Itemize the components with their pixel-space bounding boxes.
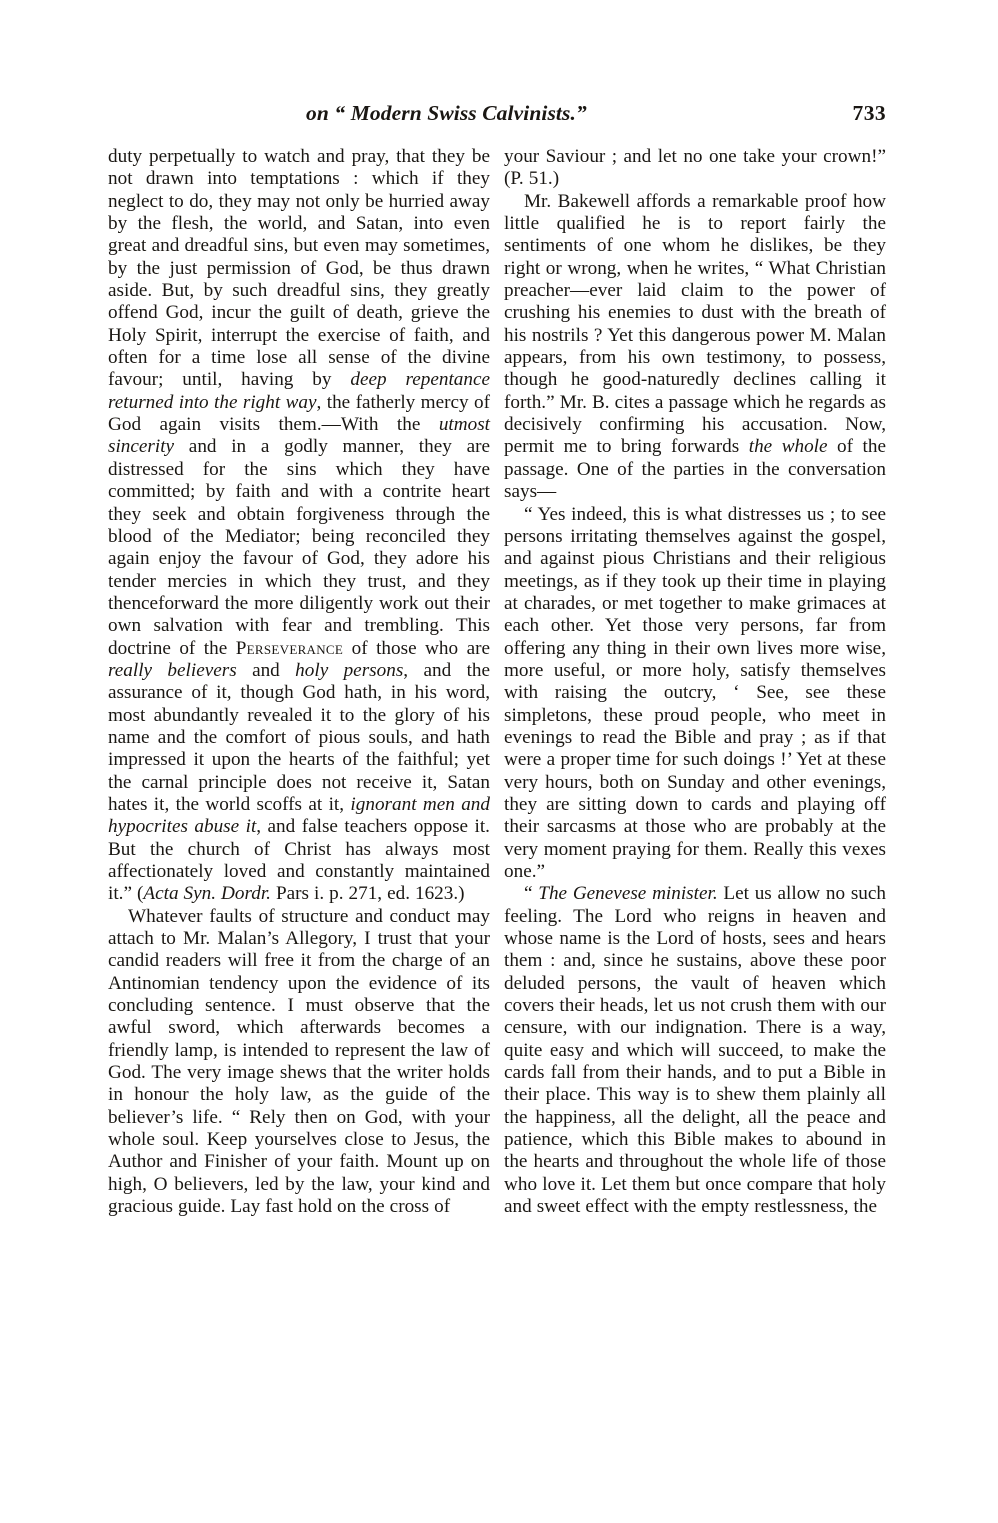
text-run: Whatever faults of structure and conduct may attach to Mr. Malan’s Allegory, I trust that your candid readers will free it from the charge of an Antinomian tendency upon the evidence of its concluding sentence. I must observe that the awful sword, which afterwards becomes a friendly lamp, is intended to represent the law of God. The very image shews that the writer holds in honour the holy law, as the guide of the believer’s life. “ Rely then on God, with your whole soul. Keep yourselves close to Jesus, the Author and Finisher of your faith. Mount up on high, O believers, led by the law, your kind and gracious guide. Lay fast hold on the cross of bbox=[108, 905, 490, 1218]
text-run: your Saviour ; and let no one take your crown!” (P. 51.) bbox=[504, 146, 886, 190]
italic-run: really believers bbox=[108, 659, 237, 681]
running-head bbox=[108, 101, 886, 135]
text-run: duty perpetually to watch and pray, that they be not drawn into temptations : which if they neglect to do, they may not only be hurried away by the flesh, the world, and Satan, into even great and dreadful sins, but even may sometimes, by the just permission of God, be thus drawn aside. But, by such dreadful sins, they greatly offend God, incur the guilt of death, grieve the Holy Spirit, interrupt the exercise of faith, and often for a time lose all sense of the divine favour; until, having by bbox=[108, 146, 490, 391]
body-columns bbox=[108, 146, 886, 1219]
text-run: and bbox=[236, 659, 296, 681]
italic-run: utmost sincerity bbox=[108, 414, 490, 458]
small-caps-run: Perseverance bbox=[235, 637, 344, 659]
text-run: of the passage. One of the parties in the conversation says— bbox=[504, 436, 886, 503]
paragraph bbox=[504, 191, 886, 504]
text-run: , and false teachers oppose it. But the church of Christ has always most affectionately loved and constantly maintained it.” ( bbox=[108, 816, 490, 905]
paragraph bbox=[504, 504, 886, 884]
italic-run: deep repentance returned into the right way bbox=[108, 369, 490, 413]
paragraph bbox=[108, 906, 490, 1219]
text-run: “ Yes indeed, this is what distresses us ; to see persons irritating themselves against the gospel, and against pious Christians and their religious meetings, as if they took up their time in playing at charades, or met together to make grimaces at each other. Yet those very persons, far from offering any thing in their own lives more wise, more useful, or more holy, satisfy themselves with raising the outcry, ‘ See, see these simpletons, these proud people, who meet in evenings to read the Bible and pray ; as if that were a proper time for such doings !’ Yet at these very hours, both on Sunday and other evenings, they are sitting down to cards and playing off their sarcasms at those who are probably at the very moment praying for them. Really this vexes one.” bbox=[504, 503, 886, 882]
page-number: 733 bbox=[852, 101, 886, 125]
text-run: “ bbox=[524, 883, 539, 905]
italic-run: ignorant men and hypocrites abuse it bbox=[108, 793, 490, 838]
text-run: Pars i. p. 271, ed. 1623.) bbox=[270, 883, 465, 905]
italic-run: The Genevese minister. bbox=[538, 883, 718, 905]
text-run: and in a godly manner, they are distressed for the sins which they have committed; by faith and with a contrite heart they seek and obtain forgiveness through the blood of the Mediator; being reconciled they again enjoy the favour of God, they adore his tender mercies in which they trust, and they thenceforward the more diligently work out their own salvation with fear and trembling. This doctrine of the bbox=[108, 436, 490, 659]
running-head-title: on “ Modern Swiss Calvinists.” bbox=[306, 101, 587, 125]
text-run: Mr. Bakewell affords a remarkable proof how little qualified he is to report fairly the sentiments of one whom he dislikes, be they right or wrong, when he writes, “ What Christian preacher—ever laid claim to the power of crushing his enemies to dust with the breath of his nostrils ? Yet this dangerous power M. Malan appears, from his own testimony, to possess, though he good-naturedly declines calling it forth.” Mr. B. cites a passage which he regards as decisively confirming his accusation. Now, permit me to bring forwards bbox=[504, 190, 886, 458]
right-column bbox=[504, 146, 886, 1219]
text-run: Let us allow no such feeling. The Lord who reigns in heaven and whose name is the Lord of hosts, sees and hears them : and, since he sustains, above these poor deluded persons, the vault of heaven which covers their heads, let us not crush them with our censure, with our indignation. There is a way, quite easy and which will succeed, to make the cards fall from their hands, and to put a Bible in their place. This way is to shew them plainly all the happiness, all the delight, all the peace and patience, which this Bible makes to abound in the hearts and throughout the whole life of those who love it. Let them but once compare that holy and sweet effect with the empty restlessness, the bbox=[504, 883, 887, 1218]
italic-run: the whole bbox=[748, 436, 828, 458]
text-run: , the fatherly mercy of God again visits them.—With the bbox=[108, 391, 490, 436]
paragraph bbox=[504, 146, 886, 191]
text-run: , and the assurance of it, though God hath, in his word, most abundantly revealed it to the glory of his name and the comfort of pious souls, and hath impressed it upon the hearts of the faithful; yet the carnal principle does not receive it, Satan hates it, the world scoffs at it, bbox=[108, 659, 491, 815]
paragraph bbox=[504, 883, 886, 1218]
text-run: of those who are bbox=[343, 637, 490, 659]
paragraph bbox=[108, 146, 490, 906]
italic-run: Acta Syn. Dordr. bbox=[143, 883, 271, 905]
left-column bbox=[108, 146, 490, 1219]
italic-run: holy persons bbox=[295, 659, 404, 681]
